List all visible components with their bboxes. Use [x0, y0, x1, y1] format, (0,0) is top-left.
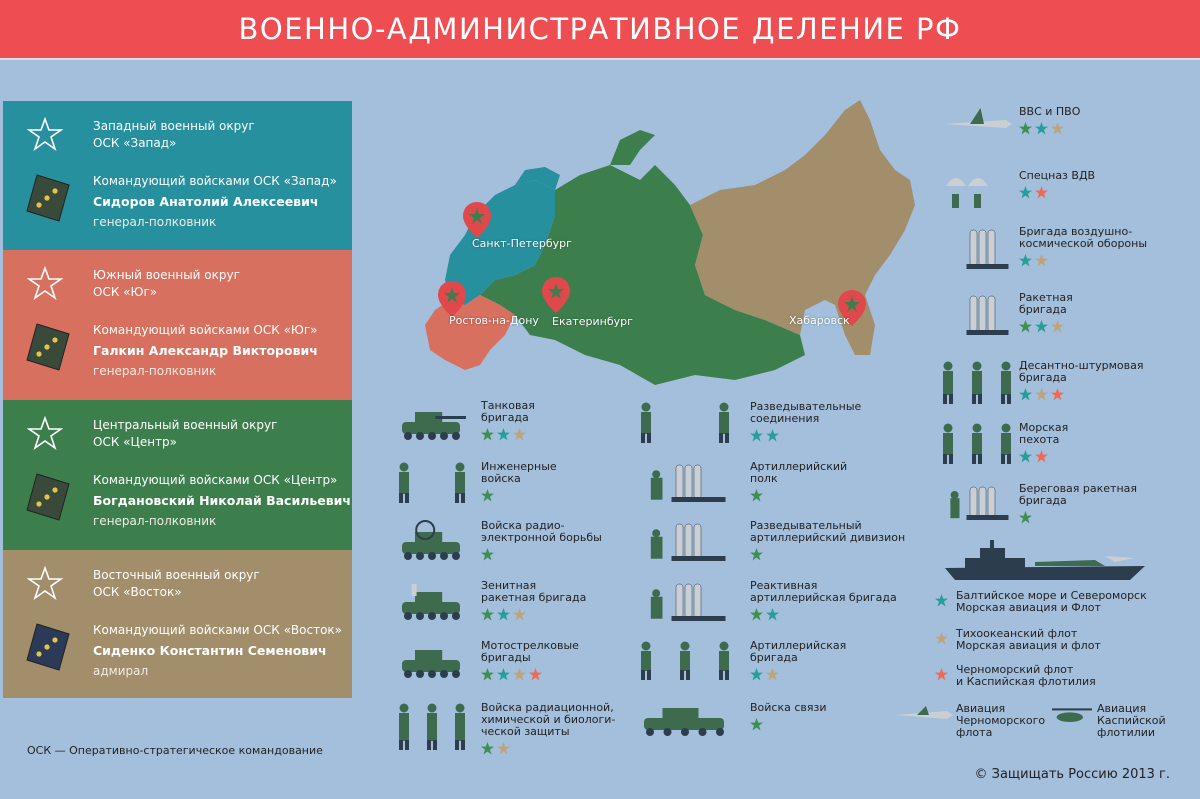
city-label-ekb: Екатеринбург [552, 315, 633, 328]
district-star-icon [513, 608, 526, 621]
district-star-icon [481, 668, 494, 681]
unit-stars [1019, 122, 1064, 135]
shoulder-strap-icon [23, 171, 73, 223]
fleet-label: Тихоокеанский флот Морская авиация и флот [956, 627, 1101, 652]
commander-title: Командующий войсками ОСК «Запад» [93, 174, 337, 188]
unit-stars [750, 429, 779, 442]
unit-stars [750, 668, 779, 681]
jet-icon [942, 106, 1012, 142]
unit-label: Спецназ ВДВ [1019, 169, 1096, 182]
commander-rank: генерал-полковник [93, 514, 217, 528]
outline-star-icon [27, 416, 63, 450]
city-label-khabarovsk: Хабаровск [789, 314, 850, 327]
chem-troops-icon [398, 702, 466, 750]
district-star-icon [750, 548, 763, 561]
unit-label: Мотострелковые бригады [481, 639, 579, 664]
district-panel-center [3, 400, 352, 550]
district-osk: ОСК «Юг» [93, 285, 158, 299]
district-osk: ОСК «Центр» [93, 435, 177, 449]
aviation-label: Авиация Каспийской флотилии [1097, 702, 1166, 739]
space-defense-icon [942, 226, 1012, 272]
unit-stars [481, 668, 542, 681]
unit-stars [1019, 320, 1064, 333]
unit-label: Ракетная бригада [1019, 291, 1073, 316]
unit-label: Артиллерийский полк [750, 460, 848, 485]
district-star-icon [1019, 388, 1032, 401]
commander-title: Командующий войсками ОСК «Центр» [93, 473, 338, 487]
district-star-icon [481, 742, 494, 755]
unit-stars [750, 608, 779, 621]
unit-stars [1019, 186, 1048, 199]
district-star-icon [481, 548, 494, 561]
district-star-icon [766, 429, 779, 442]
city-label-rostov: Ростов-на-Дону [449, 314, 539, 327]
commander-name: Галкин Александр Викторович [93, 343, 318, 358]
helicopter-icon [1050, 704, 1094, 726]
marines-icon [942, 422, 1012, 464]
district-panel-west [3, 101, 352, 250]
unit-label: Бригада воздушно- космической обороны [1019, 225, 1148, 250]
district-star-icon [1019, 511, 1032, 524]
engineers-icon [398, 461, 466, 503]
coastal-missile-icon [942, 483, 1012, 523]
unit-label: Войска связи [750, 701, 827, 714]
district-star-icon [497, 668, 510, 681]
district-star-icon [1019, 254, 1032, 267]
page-title: ВОЕННО-АДМИНИСТРАТИВНОЕ ДЕЛЕНИЕ РФ [238, 12, 962, 46]
unit-stars [1019, 511, 1032, 524]
unit-label: Войска радио- электронной борьбы [481, 519, 602, 544]
copyright: © Защищать Россию 2013 г. [974, 767, 1170, 782]
fleet-label: Балтийское море и Североморск Морская авиация и Флот [956, 589, 1147, 614]
district-star-icon [1051, 320, 1064, 333]
outline-star-icon [27, 566, 63, 600]
unit-stars [750, 718, 763, 731]
commander-rank: адмирал [93, 664, 149, 678]
district-name: Западный военный округ [93, 119, 255, 133]
district-star-icon [935, 594, 948, 607]
district-osk: ОСК «Восток» [93, 585, 182, 599]
unit-label: Артиллерийская бригада [750, 639, 847, 664]
unit-label: Морская пехота [1019, 421, 1069, 446]
commander-name: Сидоров Анатолий Алексеевич [93, 194, 319, 209]
district-star-icon [935, 632, 948, 645]
sam-launcher-icon [398, 580, 466, 622]
district-star-icon [497, 742, 510, 755]
district-star-icon [935, 668, 948, 681]
pin-spb [463, 202, 491, 238]
unit-label: Реактивная артиллерийская бригада [750, 579, 897, 604]
unit-stars [481, 489, 494, 502]
unit-label: Разведывательные соединения [750, 400, 862, 425]
district-star-icon [1019, 122, 1032, 135]
district-star-icon [766, 608, 779, 621]
tank-icon [398, 400, 466, 442]
district-star-icon [750, 668, 763, 681]
region-novaya-zemlya [610, 130, 655, 165]
district-star-icon [750, 429, 763, 442]
district-star-icon [1035, 186, 1048, 199]
commander-title: Командующий войсками ОСК «Восток» [93, 623, 342, 637]
unit-stars [481, 548, 494, 561]
naval-jet-icon [893, 704, 953, 726]
unit-label: Разведывательный артиллерийский дивизион [750, 519, 906, 544]
district-name: Южный военный округ [93, 268, 240, 282]
unit-label: Береговая ракетная бригада [1019, 482, 1138, 507]
shoulder-strap-icon [23, 320, 73, 372]
unit-label: Инженерные войска [481, 460, 557, 485]
unit-stars [481, 428, 526, 441]
district-star-icon [1035, 254, 1048, 267]
rocket-artillery-icon [640, 580, 730, 624]
unit-stars [481, 742, 510, 755]
artillery-regiment-icon [640, 461, 730, 505]
shoulder-strap-icon [23, 470, 73, 522]
signals-icon [640, 702, 730, 738]
unit-stars [1019, 254, 1048, 267]
district-star-icon [481, 428, 494, 441]
unit-label: Войска радиационной, химической и биологи- ческой защиты [481, 701, 616, 738]
district-star-icon [750, 718, 763, 731]
recon-artillery-icon [640, 520, 730, 564]
district-star-icon [1019, 320, 1032, 333]
district-panel-east [3, 550, 352, 698]
apc-icon [398, 640, 466, 680]
fleet-label: Черноморский флот и Каспийская флотилия [956, 663, 1096, 688]
district-name: Восточный военный округ [93, 568, 260, 582]
recon-icon [640, 401, 730, 443]
pin-rostov [438, 281, 466, 317]
district-star-icon [750, 489, 763, 502]
district-star-icon [766, 668, 779, 681]
district-star-icon [497, 608, 510, 621]
district-star-icon [529, 668, 542, 681]
osk-note: ОСК — Оперативно-стратегическое командование [27, 744, 323, 757]
district-star-icon [1019, 450, 1032, 463]
paratroopers-icon [942, 170, 1012, 210]
commander-title: Командующий войсками ОСК «Юг» [93, 323, 318, 337]
district-star-icon [1035, 122, 1048, 135]
district-star-icon [750, 608, 763, 621]
shoulder-strap-icon [23, 620, 73, 672]
aviation-label: Авиация Черноморского флота [956, 702, 1046, 739]
unit-stars [750, 548, 763, 561]
district-star-icon [1051, 122, 1064, 135]
district-star-icon [513, 428, 526, 441]
district-star-icon [1035, 388, 1048, 401]
city-label-spb: Санкт-Петербург [472, 237, 572, 250]
district-star-icon [1051, 388, 1064, 401]
commander-rank: генерал-полковник [93, 364, 217, 378]
outline-star-icon [27, 266, 63, 300]
district-star-icon [481, 489, 494, 502]
unit-label: ВВС и ПВО [1019, 105, 1081, 118]
missile-brigade-icon [942, 292, 1012, 338]
district-star-icon [1035, 320, 1048, 333]
title-banner [0, 0, 1200, 60]
assault-troops-icon [942, 360, 1012, 404]
commander-name: Сиденко Константин Семенович [93, 643, 327, 658]
district-name: Центральный военный округ [93, 418, 278, 432]
district-star-icon [1019, 186, 1032, 199]
district-star-icon [1035, 450, 1048, 463]
district-star-icon [513, 668, 526, 681]
unit-stars [750, 489, 763, 502]
unit-stars [1019, 450, 1048, 463]
district-osk: ОСК «Запад» [93, 136, 177, 150]
outline-star-icon [27, 117, 63, 151]
artillery-brigade-icon [640, 640, 730, 680]
commander-name: Богдановский Николай Васильевич [93, 493, 351, 508]
unit-label: Десантно-штурмовая бригада [1019, 359, 1144, 384]
unit-stars [1019, 388, 1064, 401]
warship-icon [945, 540, 1150, 582]
commander-rank: генерал-полковник [93, 215, 217, 229]
district-star-icon [497, 428, 510, 441]
district-panel-south [3, 250, 352, 400]
pin-ekb [542, 277, 570, 313]
unit-label: Зенитная ракетная бригада [481, 579, 587, 604]
unit-label: Танковая бригада [481, 399, 535, 424]
unit-stars [481, 608, 526, 621]
district-star-icon [481, 608, 494, 621]
ew-truck-icon [398, 520, 466, 562]
